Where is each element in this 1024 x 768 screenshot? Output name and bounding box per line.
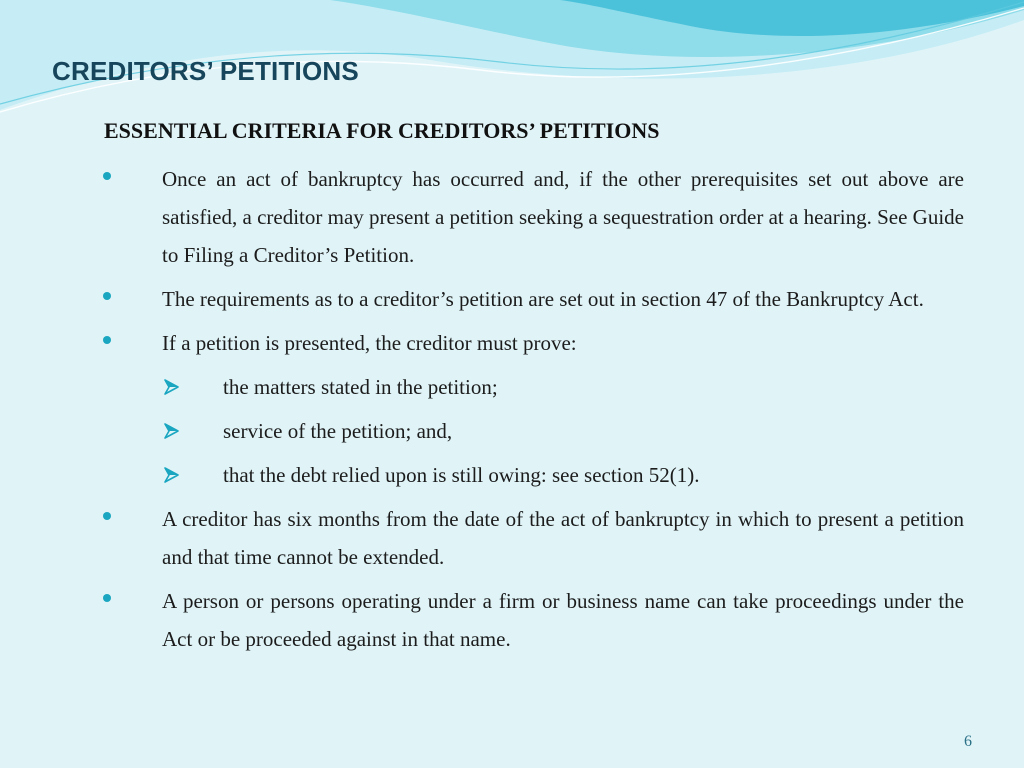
list-item (100, 324, 964, 362)
list-item-text: If a petition is presented, the creditor must prove: (162, 331, 577, 355)
list-item-text: Once an act of bankruptcy has occurred and, if the other prerequisites set out above are satisfied, a creditor may present a petition seeking a sequestration order at a hearing. See Guide to Filing a Creditor’s Petition. (162, 167, 964, 267)
slide-title: CREDITORS’ PETITIONS (52, 56, 359, 86)
bullet-dot-icon (103, 512, 111, 520)
bullet-dot-icon (103, 172, 111, 180)
bullet-list (100, 160, 964, 664)
page-number: 6 (964, 733, 972, 750)
list-item-text: The requirements as to a creditor’s petition are set out in section 47 of the Bankruptcy Act. (162, 287, 924, 311)
sub-list-item (100, 368, 964, 406)
sub-list-item-text: that the debt relied upon is still owing: see section 52(1). (223, 463, 700, 487)
bullet-dot-icon (103, 336, 111, 344)
list-item-text: A creditor has six months from the date of the act of bankruptcy in which to present a petition and that time cannot be extended. (162, 507, 964, 569)
sub-list-item (100, 456, 964, 494)
list-item (100, 160, 964, 274)
arrowhead-bullet-icon (163, 456, 179, 494)
list-item (100, 582, 964, 658)
arrowhead-bullet-icon (163, 368, 179, 406)
list-item (100, 500, 964, 576)
section-subheading: ESSENTIAL CRITERIA FOR CREDITORS’ PETITIONS (104, 118, 660, 143)
sub-list-item-text: the matters stated in the petition; (223, 375, 498, 399)
sub-list-item-text: service of the petition; and, (223, 419, 453, 443)
arrowhead-bullet-icon (163, 412, 179, 450)
list-item (100, 280, 964, 318)
bullet-dot-icon (103, 292, 111, 300)
bullet-dot-icon (103, 594, 111, 602)
list-item-text: A person or persons operating under a firm or business name can take proceedings under the Act or be proceeded against in that name. (162, 589, 964, 651)
sub-list-item (100, 412, 964, 450)
